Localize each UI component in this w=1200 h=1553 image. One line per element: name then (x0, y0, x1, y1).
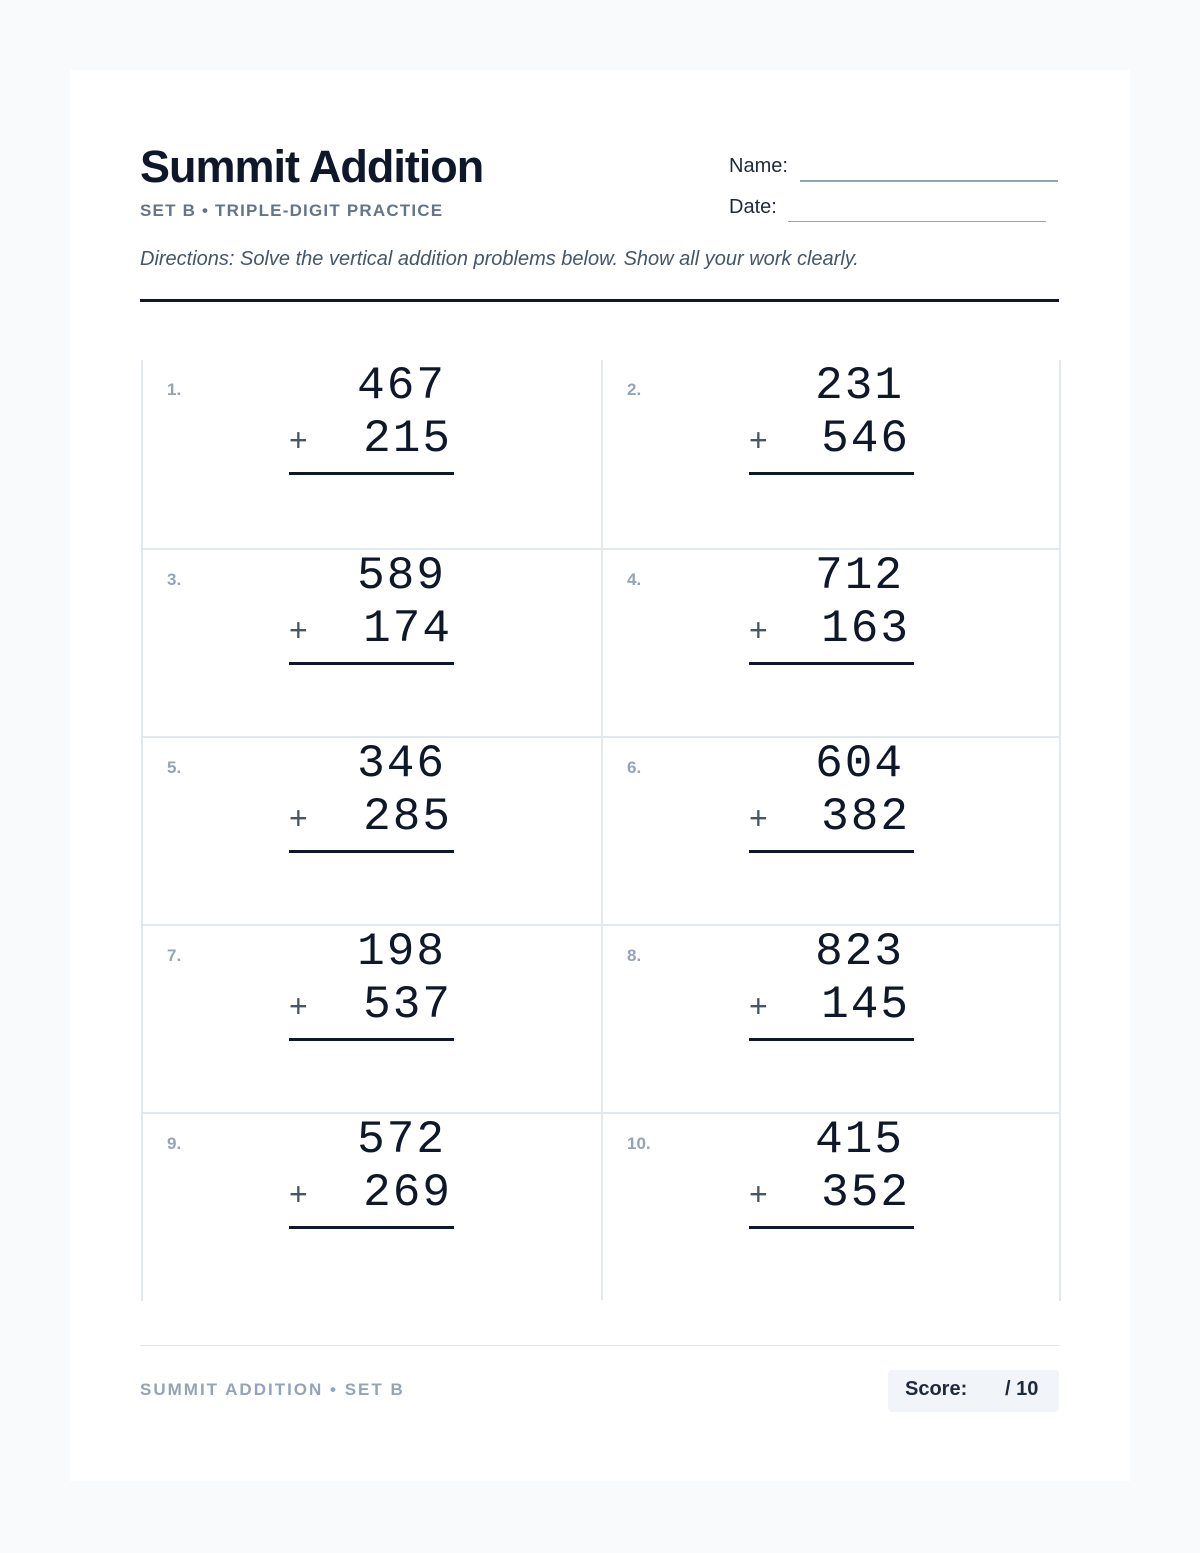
page-subtitle: SET B • TRIPLE-DIGIT PRACTICE (140, 201, 444, 220)
answer-line[interactable] (289, 472, 454, 475)
answer-line[interactable] (289, 662, 454, 665)
answer-line[interactable] (749, 472, 914, 475)
score-total: / 10 (1005, 1378, 1039, 1400)
plus-sign: + (749, 1176, 768, 1212)
footer-label: SUMMIT ADDITION • SET B (140, 1380, 405, 1399)
problem-cell (143, 360, 601, 548)
bottom-addend: 215 (363, 413, 452, 465)
top-addend: 231 (815, 360, 904, 412)
top-addend: 712 (815, 550, 904, 602)
plus-sign: + (749, 422, 768, 458)
top-addend: 823 (815, 926, 904, 978)
top-addend: 604 (815, 738, 904, 790)
name-blank-line[interactable] (800, 180, 1058, 182)
answer-line[interactable] (749, 1226, 914, 1229)
bottom-addend: 145 (821, 979, 910, 1031)
score-label: Score: (905, 1378, 968, 1400)
problem-number: 6. (627, 758, 642, 777)
footer-divider (140, 1345, 1059, 1346)
top-addend: 415 (815, 1114, 904, 1166)
bottom-addend: 163 (821, 603, 910, 655)
plus-sign: + (289, 422, 308, 458)
bottom-addend: 546 (821, 413, 910, 465)
problem-cell (601, 1112, 1059, 1300)
plus-sign: + (289, 800, 308, 836)
plus-sign: + (749, 612, 768, 648)
problem-number: 5. (167, 758, 182, 777)
problem-number: 10. (627, 1134, 651, 1153)
problem-cell (601, 548, 1059, 736)
bottom-addend: 352 (821, 1167, 910, 1219)
bottom-addend: 174 (363, 603, 452, 655)
problem-cell (143, 736, 601, 924)
top-addend: 198 (357, 926, 446, 978)
bottom-addend: 382 (821, 791, 910, 843)
top-addend: 467 (357, 360, 446, 412)
problem-number: 8. (627, 946, 642, 965)
top-addend: 346 (357, 738, 446, 790)
problem-cell (601, 924, 1059, 1112)
problem-number: 1. (167, 380, 182, 399)
plus-sign: + (289, 612, 308, 648)
header-divider (140, 299, 1059, 302)
score-box (888, 1370, 1059, 1412)
problem-cell (143, 924, 601, 1112)
answer-line[interactable] (749, 662, 914, 665)
top-addend: 572 (357, 1114, 446, 1166)
page-title: Summit Addition (140, 141, 484, 192)
problem-number: 4. (627, 570, 642, 589)
answer-line[interactable] (289, 1038, 454, 1041)
name-label: Name: (729, 155, 788, 177)
problem-grid (141, 360, 1061, 1301)
plus-sign: + (749, 800, 768, 836)
problem-number: 2. (627, 380, 642, 399)
plus-sign: + (749, 988, 768, 1024)
problem-number: 3. (167, 570, 182, 589)
answer-line[interactable] (289, 1226, 454, 1229)
bottom-addend: 537 (363, 979, 452, 1031)
bottom-addend: 269 (363, 1167, 452, 1219)
bottom-addend: 285 (363, 791, 452, 843)
answer-line[interactable] (749, 1038, 914, 1041)
directions-text: Directions: Solve the vertical addition problems below. Show all your work clearly. (140, 248, 859, 270)
date-label: Date: (729, 196, 777, 218)
plus-sign: + (289, 988, 308, 1024)
problem-number: 7. (167, 946, 182, 965)
problem-cell (143, 1112, 601, 1300)
problem-number: 9. (167, 1134, 182, 1153)
plus-sign: + (289, 1176, 308, 1212)
answer-line[interactable] (749, 850, 914, 853)
top-addend: 589 (357, 550, 446, 602)
problem-cell (143, 548, 601, 736)
answer-line[interactable] (289, 850, 454, 853)
problem-cell (601, 360, 1059, 548)
date-blank-line[interactable] (788, 221, 1046, 222)
worksheet-page (70, 70, 1130, 1481)
problem-cell (601, 736, 1059, 924)
